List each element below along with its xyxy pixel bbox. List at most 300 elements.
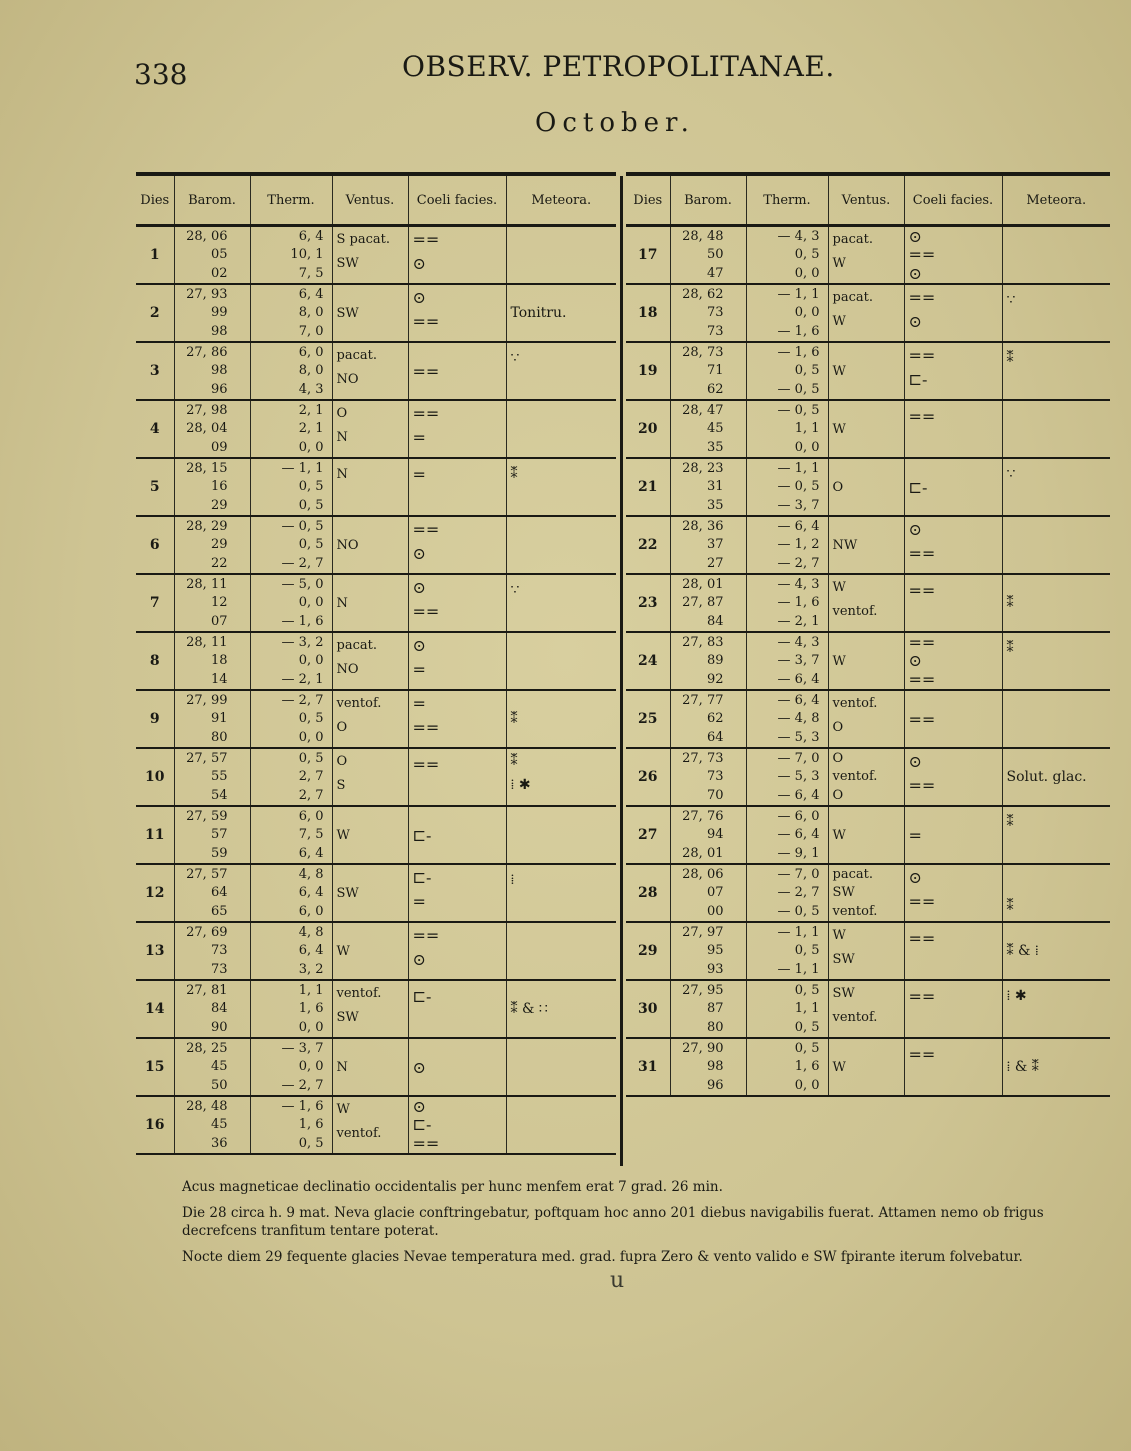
barom-reading: 57: [210, 827, 228, 843]
ventus-cell: [828, 226, 904, 285]
barom-reading: 28, 15: [186, 460, 228, 476]
barom-cell: [174, 806, 250, 864]
ventus-reading: ventof.: [832, 695, 878, 711]
coeli-readings: [905, 575, 1002, 631]
barom-reading: 73: [210, 943, 228, 959]
table-row: [626, 748, 1110, 806]
therm-readings: [747, 923, 828, 979]
ventus-reading: W: [832, 927, 846, 943]
day-cell: 24: [626, 632, 670, 690]
table-row: [626, 284, 1110, 342]
barom-reading: 02: [210, 266, 228, 282]
ventus-cell: [828, 400, 904, 458]
barom-cell: [670, 1038, 746, 1096]
observations-table-left: [136, 172, 616, 1155]
barom-reading: 27, 99: [186, 692, 228, 708]
table-row: [136, 1096, 616, 1154]
coeli-cell: [408, 574, 506, 632]
therm-readings: [251, 1039, 332, 1095]
note-declination: Acus magneticae declinatio occidentalis per hunc menfem erat 7 grad. 26 min.: [182, 1179, 723, 1195]
therm-cell: [250, 400, 332, 458]
therm-reading: — 1, 1: [777, 962, 820, 978]
therm-cell: [746, 342, 828, 400]
barom-reading: 80: [706, 1020, 724, 1036]
meteora-readings: [507, 459, 617, 515]
meteora-cell: [506, 1038, 616, 1096]
barom-reading: 35: [706, 440, 724, 456]
coeli-reading: =: [412, 694, 426, 712]
ventus-readings: [333, 1097, 408, 1153]
therm-readings: [251, 401, 332, 457]
barom-reading: 28, 23: [682, 460, 724, 476]
barom-cell: [670, 226, 746, 285]
barom-reading: 45: [706, 421, 724, 437]
therm-readings: [747, 749, 828, 805]
coeli-readings: [409, 865, 506, 921]
barom-reading: 73: [210, 962, 228, 978]
barom-reading: 80: [210, 730, 228, 746]
therm-readings: [251, 749, 332, 805]
coeli-cell: [904, 922, 1002, 980]
header-barom: Barom.: [670, 174, 746, 226]
ventus-readings: [829, 633, 904, 689]
therm-reading: — 2, 7: [281, 556, 324, 572]
ventus-cell: [828, 516, 904, 574]
coeli-reading: ==: [908, 929, 936, 947]
therm-reading: 6, 4: [298, 286, 324, 302]
ventus-reading: pacat.: [832, 231, 873, 247]
meteora-readings: [507, 575, 617, 631]
month-title: October.: [535, 108, 695, 138]
barom-readings: [671, 285, 746, 341]
coeli-reading: ⊙: [908, 520, 922, 538]
ventus-readings: [333, 285, 408, 341]
barom-cell: [670, 922, 746, 980]
ventus-reading: SW: [832, 951, 855, 967]
barom-reading: 00: [706, 904, 724, 920]
coeli-readings: [409, 691, 506, 747]
ventus-reading: O: [832, 479, 844, 495]
coeli-readings: [409, 1039, 506, 1095]
table-row: [136, 748, 616, 806]
barom-cell: [174, 690, 250, 748]
barom-reading: 92: [706, 672, 724, 688]
header-ventus: Ventus.: [828, 174, 904, 226]
coeli-readings: [905, 749, 1002, 805]
barom-reading: 27, 86: [186, 344, 228, 360]
ventus-cell: [828, 1038, 904, 1096]
barom-reading: 27, 83: [682, 634, 724, 650]
meteora-reading: ∵: [510, 349, 520, 366]
coeli-readings: [905, 865, 1002, 921]
ventus-cell: [332, 574, 408, 632]
barom-readings: [671, 923, 746, 979]
table-row: [626, 632, 1110, 690]
barom-reading: 55: [210, 769, 228, 785]
therm-reading: 8, 0: [298, 363, 324, 379]
barom-reading: 93: [706, 962, 724, 978]
barom-reading: 73: [706, 769, 724, 785]
therm-readings: [747, 981, 828, 1037]
meteora-reading: ⁞ ✱: [510, 776, 531, 793]
therm-reading: 1, 6: [298, 1117, 324, 1133]
ventus-cell: [332, 226, 408, 285]
coeli-cell: [408, 342, 506, 400]
therm-reading: 0, 0: [794, 1078, 820, 1094]
barom-cell: [174, 1096, 250, 1154]
therm-readings: [747, 575, 828, 631]
barom-reading: 28, 06: [186, 228, 228, 244]
therm-reading: 6, 4: [298, 885, 324, 901]
barom-reading: 50: [210, 1078, 228, 1094]
meteora-cell: [1002, 864, 1110, 922]
barom-reading: 07: [706, 885, 724, 901]
ventus-reading: W: [832, 255, 846, 271]
meteora-reading: ∵: [510, 581, 520, 598]
barom-reading: 73: [706, 305, 724, 321]
coeli-cell: [408, 864, 506, 922]
table-row: [136, 922, 616, 980]
coeli-cell: [904, 748, 1002, 806]
therm-reading: 2, 7: [298, 769, 324, 785]
coeli-cell: [408, 632, 506, 690]
therm-cell: [250, 806, 332, 864]
therm-readings: [251, 865, 332, 921]
barom-reading: 99: [210, 305, 228, 321]
barom-reading: 27, 95: [682, 982, 724, 998]
barom-readings: [671, 633, 746, 689]
barom-reading: 14: [210, 672, 228, 688]
ventus-cell: [828, 748, 904, 806]
ventus-readings: [333, 575, 408, 631]
meteora-readings: [507, 1097, 617, 1153]
coeli-readings: [409, 343, 506, 399]
therm-reading: — 6, 4: [777, 518, 820, 534]
coeli-readings: [409, 227, 506, 283]
header-therm: Therm.: [250, 174, 332, 226]
barom-reading: 28, 04: [186, 421, 228, 437]
day-cell: 13: [136, 922, 174, 980]
coeli-reading: ==: [412, 718, 440, 736]
coeli-readings: [905, 981, 1002, 1037]
coeli-cell: [904, 1038, 1002, 1096]
coeli-cell: [408, 748, 506, 806]
barom-reading: 96: [210, 382, 228, 398]
therm-reading: 0, 0: [298, 730, 324, 746]
ventus-reading: ventof.: [336, 1125, 382, 1141]
table-row: [136, 516, 616, 574]
barom-readings: [671, 343, 746, 399]
therm-reading: 1, 6: [298, 1001, 324, 1017]
therm-reading: 1, 6: [794, 1059, 820, 1075]
barom-cell: [670, 690, 746, 748]
ventus-reading: NW: [832, 537, 858, 553]
meteora-readings: [1003, 575, 1111, 631]
meteora-reading: ∵: [1006, 465, 1016, 482]
meteora-reading: ⁑: [510, 465, 518, 482]
meteora-readings: [507, 633, 617, 689]
ventus-readings: [829, 227, 904, 283]
barom-cell: [174, 458, 250, 516]
table-row: [626, 690, 1110, 748]
ventus-reading: N: [336, 466, 348, 482]
meteora-reading: ⁑: [510, 710, 518, 727]
meteora-cell: [1002, 1038, 1110, 1096]
meteora-cell: [1002, 400, 1110, 458]
coeli-reading: ==: [908, 710, 936, 728]
day-cell: 31: [626, 1038, 670, 1096]
barom-reading: 73: [706, 324, 724, 340]
ventus-readings: [333, 1039, 408, 1095]
coeli-readings: [905, 227, 1002, 283]
barom-cell: [670, 342, 746, 400]
day-cell: 19: [626, 342, 670, 400]
barom-reading: 65: [210, 904, 228, 920]
coeli-cell: [904, 284, 1002, 342]
barom-readings: [671, 459, 746, 515]
therm-readings: [747, 285, 828, 341]
therm-cell: [746, 458, 828, 516]
day-cell: 27: [626, 806, 670, 864]
barom-cell: [174, 342, 250, 400]
meteora-readings: [507, 865, 617, 921]
therm-reading: — 1, 6: [777, 344, 820, 360]
notes: [182, 1178, 1122, 1274]
ventus-reading: W: [336, 827, 350, 843]
meteora-cell: [1002, 748, 1110, 806]
barom-reading: 64: [210, 885, 228, 901]
ventus-reading: SW: [336, 305, 359, 321]
header-coeli: Coeli facies.: [408, 174, 506, 226]
meteora-readings: [1003, 459, 1111, 515]
day-cell: 5: [136, 458, 174, 516]
therm-cell: [250, 284, 332, 342]
coeli-reading: =: [412, 660, 426, 678]
therm-readings: [747, 459, 828, 515]
barom-reading: 91: [210, 711, 228, 727]
coeli-reading: =: [412, 892, 426, 910]
barom-reading: 18: [210, 653, 228, 669]
therm-cell: [746, 516, 828, 574]
barom-cell: [174, 284, 250, 342]
running-head: OBSERV. PETROPOLITANAE.: [402, 50, 835, 83]
table-row: [626, 342, 1110, 400]
barom-readings: [175, 691, 250, 747]
therm-reading: 0, 5: [298, 750, 324, 766]
barom-cell: [670, 458, 746, 516]
ventus-readings: [333, 227, 408, 283]
barom-reading: 98: [706, 1059, 724, 1075]
therm-reading: 4, 8: [298, 866, 324, 882]
therm-cell: [250, 458, 332, 516]
coeli-reading: ==: [412, 404, 440, 422]
coeli-cell: [904, 632, 1002, 690]
therm-reading: 0, 5: [298, 1136, 324, 1152]
day-cell: 2: [136, 284, 174, 342]
meteora-readings: [1003, 517, 1111, 573]
coeli-reading: ==: [908, 346, 936, 364]
coeli-cell: [904, 342, 1002, 400]
barom-reading: 64: [706, 730, 724, 746]
ventus-reading: pacat.: [336, 347, 377, 363]
meteora-readings: [507, 401, 617, 457]
header-dies: Dies: [136, 174, 174, 226]
ventus-reading: N: [336, 595, 348, 611]
day-cell: 7: [136, 574, 174, 632]
barom-reading: 09: [210, 440, 228, 456]
meteora-cell: [506, 748, 616, 806]
barom-reading: 27, 73: [682, 750, 724, 766]
barom-reading: 54: [210, 788, 228, 804]
barom-cell: [174, 400, 250, 458]
barom-reading: 07: [210, 614, 228, 630]
coeli-readings: [905, 285, 1002, 341]
meteora-reading: Tonitru.: [510, 304, 567, 321]
barom-reading: 27, 57: [186, 866, 228, 882]
therm-reading: — 6, 0: [777, 808, 820, 824]
therm-reading: — 2, 1: [281, 672, 324, 688]
ventus-cell: [332, 748, 408, 806]
therm-reading: — 5, 3: [777, 730, 820, 746]
table-row: [136, 632, 616, 690]
therm-reading: 6, 4: [298, 943, 324, 959]
meteora-reading: ⁑: [1006, 349, 1014, 366]
barom-cell: [670, 748, 746, 806]
ventus-cell: [828, 864, 904, 922]
barom-reading: 29: [210, 537, 228, 553]
therm-reading: 2, 1: [298, 402, 324, 418]
barom-reading: 59: [210, 846, 228, 862]
day-cell: 29: [626, 922, 670, 980]
barom-readings: [671, 1039, 746, 1095]
barom-reading: 62: [706, 382, 724, 398]
barom-reading: 90: [210, 1020, 228, 1036]
barom-reading: 37: [706, 537, 724, 553]
therm-readings: [251, 575, 332, 631]
coeli-readings: [905, 459, 1002, 515]
meteora-readings: [1003, 923, 1111, 979]
therm-cell: [746, 806, 828, 864]
header-dies: Dies: [626, 174, 670, 226]
ventus-reading: N: [336, 429, 348, 445]
ventus-readings: [333, 633, 408, 689]
therm-reading: 0, 0: [794, 305, 820, 321]
therm-reading: — 7, 0: [777, 750, 820, 766]
coeli-reading: ==: [412, 1135, 440, 1153]
therm-readings: [251, 343, 332, 399]
barom-reading: 70: [706, 788, 724, 804]
day-cell: 28: [626, 864, 670, 922]
day-cell: 11: [136, 806, 174, 864]
barom-cell: [670, 980, 746, 1038]
ventus-reading: S pacat.: [336, 231, 390, 247]
barom-readings: [175, 575, 250, 631]
meteora-reading: ∵: [1006, 291, 1016, 308]
ventus-readings: [829, 923, 904, 979]
ventus-reading: pacat.: [336, 637, 377, 653]
ventus-reading: ventof.: [832, 769, 878, 785]
therm-cell: [746, 980, 828, 1038]
barom-reading: 28, 29: [186, 518, 228, 534]
meteora-readings: [507, 517, 617, 573]
barom-reading: 27, 76: [682, 808, 724, 824]
barom-reading: 27, 93: [186, 286, 228, 302]
therm-readings: [747, 227, 828, 283]
meteora-readings: [507, 749, 617, 805]
ventus-readings: [333, 749, 408, 805]
day-cell: 18: [626, 284, 670, 342]
meteora-reading: ⁑: [510, 752, 518, 769]
therm-cell: [746, 574, 828, 632]
therm-reading: — 7, 0: [777, 866, 820, 882]
barom-readings: [671, 517, 746, 573]
barom-cell: [670, 516, 746, 574]
coeli-reading: ==: [412, 230, 440, 248]
ventus-reading: N: [336, 1059, 348, 1075]
barom-reading: 89: [706, 653, 724, 669]
ventus-reading: SW: [336, 885, 359, 901]
therm-readings: [747, 633, 828, 689]
therm-cell: [746, 284, 828, 342]
table-row: [626, 806, 1110, 864]
meteora-cell: [506, 516, 616, 574]
coeli-reading: ==: [908, 671, 936, 689]
meteora-readings: [507, 981, 617, 1037]
ventus-cell: [828, 922, 904, 980]
day-cell: 20: [626, 400, 670, 458]
therm-reading: — 0, 5: [777, 479, 820, 495]
table-row: [136, 574, 616, 632]
barom-readings: [175, 517, 250, 573]
barom-reading: 27, 59: [186, 808, 228, 824]
meteora-cell: [1002, 516, 1110, 574]
ventus-readings: [829, 807, 904, 863]
note-neva-freeze: Die 28 circa h. 9 mat. Neva glacie conftringebatur, poftquam hoc anno 201 diebus navigabilis fuerat. Attamen nemo ob frigus decrefcens tranfitum tentare poterat.: [182, 1205, 1044, 1239]
coeli-reading: ⊙: [412, 1058, 426, 1076]
therm-reading: — 9, 1: [777, 846, 820, 862]
barom-readings: [175, 401, 250, 457]
ventus-reading: ventof.: [832, 904, 878, 920]
ventus-cell: [828, 458, 904, 516]
header-ventus: Ventus.: [332, 174, 408, 226]
day-cell: 6: [136, 516, 174, 574]
ventus-reading: W: [832, 579, 846, 595]
meteora-cell: [506, 1096, 616, 1154]
therm-reading: 0, 5: [794, 1020, 820, 1036]
meteora-readings: [507, 691, 617, 747]
meteora-cell: [1002, 284, 1110, 342]
coeli-cell: [408, 922, 506, 980]
ventus-cell: [332, 458, 408, 516]
therm-cell: [250, 1096, 332, 1154]
barom-readings: [175, 865, 250, 921]
therm-reading: 7, 5: [298, 827, 324, 843]
therm-reading: — 2, 1: [777, 614, 820, 630]
therm-reading: 7, 0: [298, 324, 324, 340]
barom-reading: 27, 57: [186, 750, 228, 766]
therm-reading: 4, 8: [298, 924, 324, 940]
barom-reading: 45: [210, 1117, 228, 1133]
ventus-reading: SW: [336, 1009, 359, 1025]
therm-reading: — 1, 1: [777, 286, 820, 302]
barom-reading: 27, 97: [682, 924, 724, 940]
therm-reading: — 6, 4: [777, 672, 820, 688]
barom-reading: 05: [210, 247, 228, 263]
therm-cell: [250, 516, 332, 574]
therm-readings: [747, 1039, 828, 1095]
coeli-reading: ==: [908, 633, 936, 651]
note-neva-thaw: Nocte diem 29 fequente glacies Nevae temperatura med. grad. fupra Zero & vento valido e SW fpirante iterum folvebatur.: [182, 1249, 1023, 1265]
